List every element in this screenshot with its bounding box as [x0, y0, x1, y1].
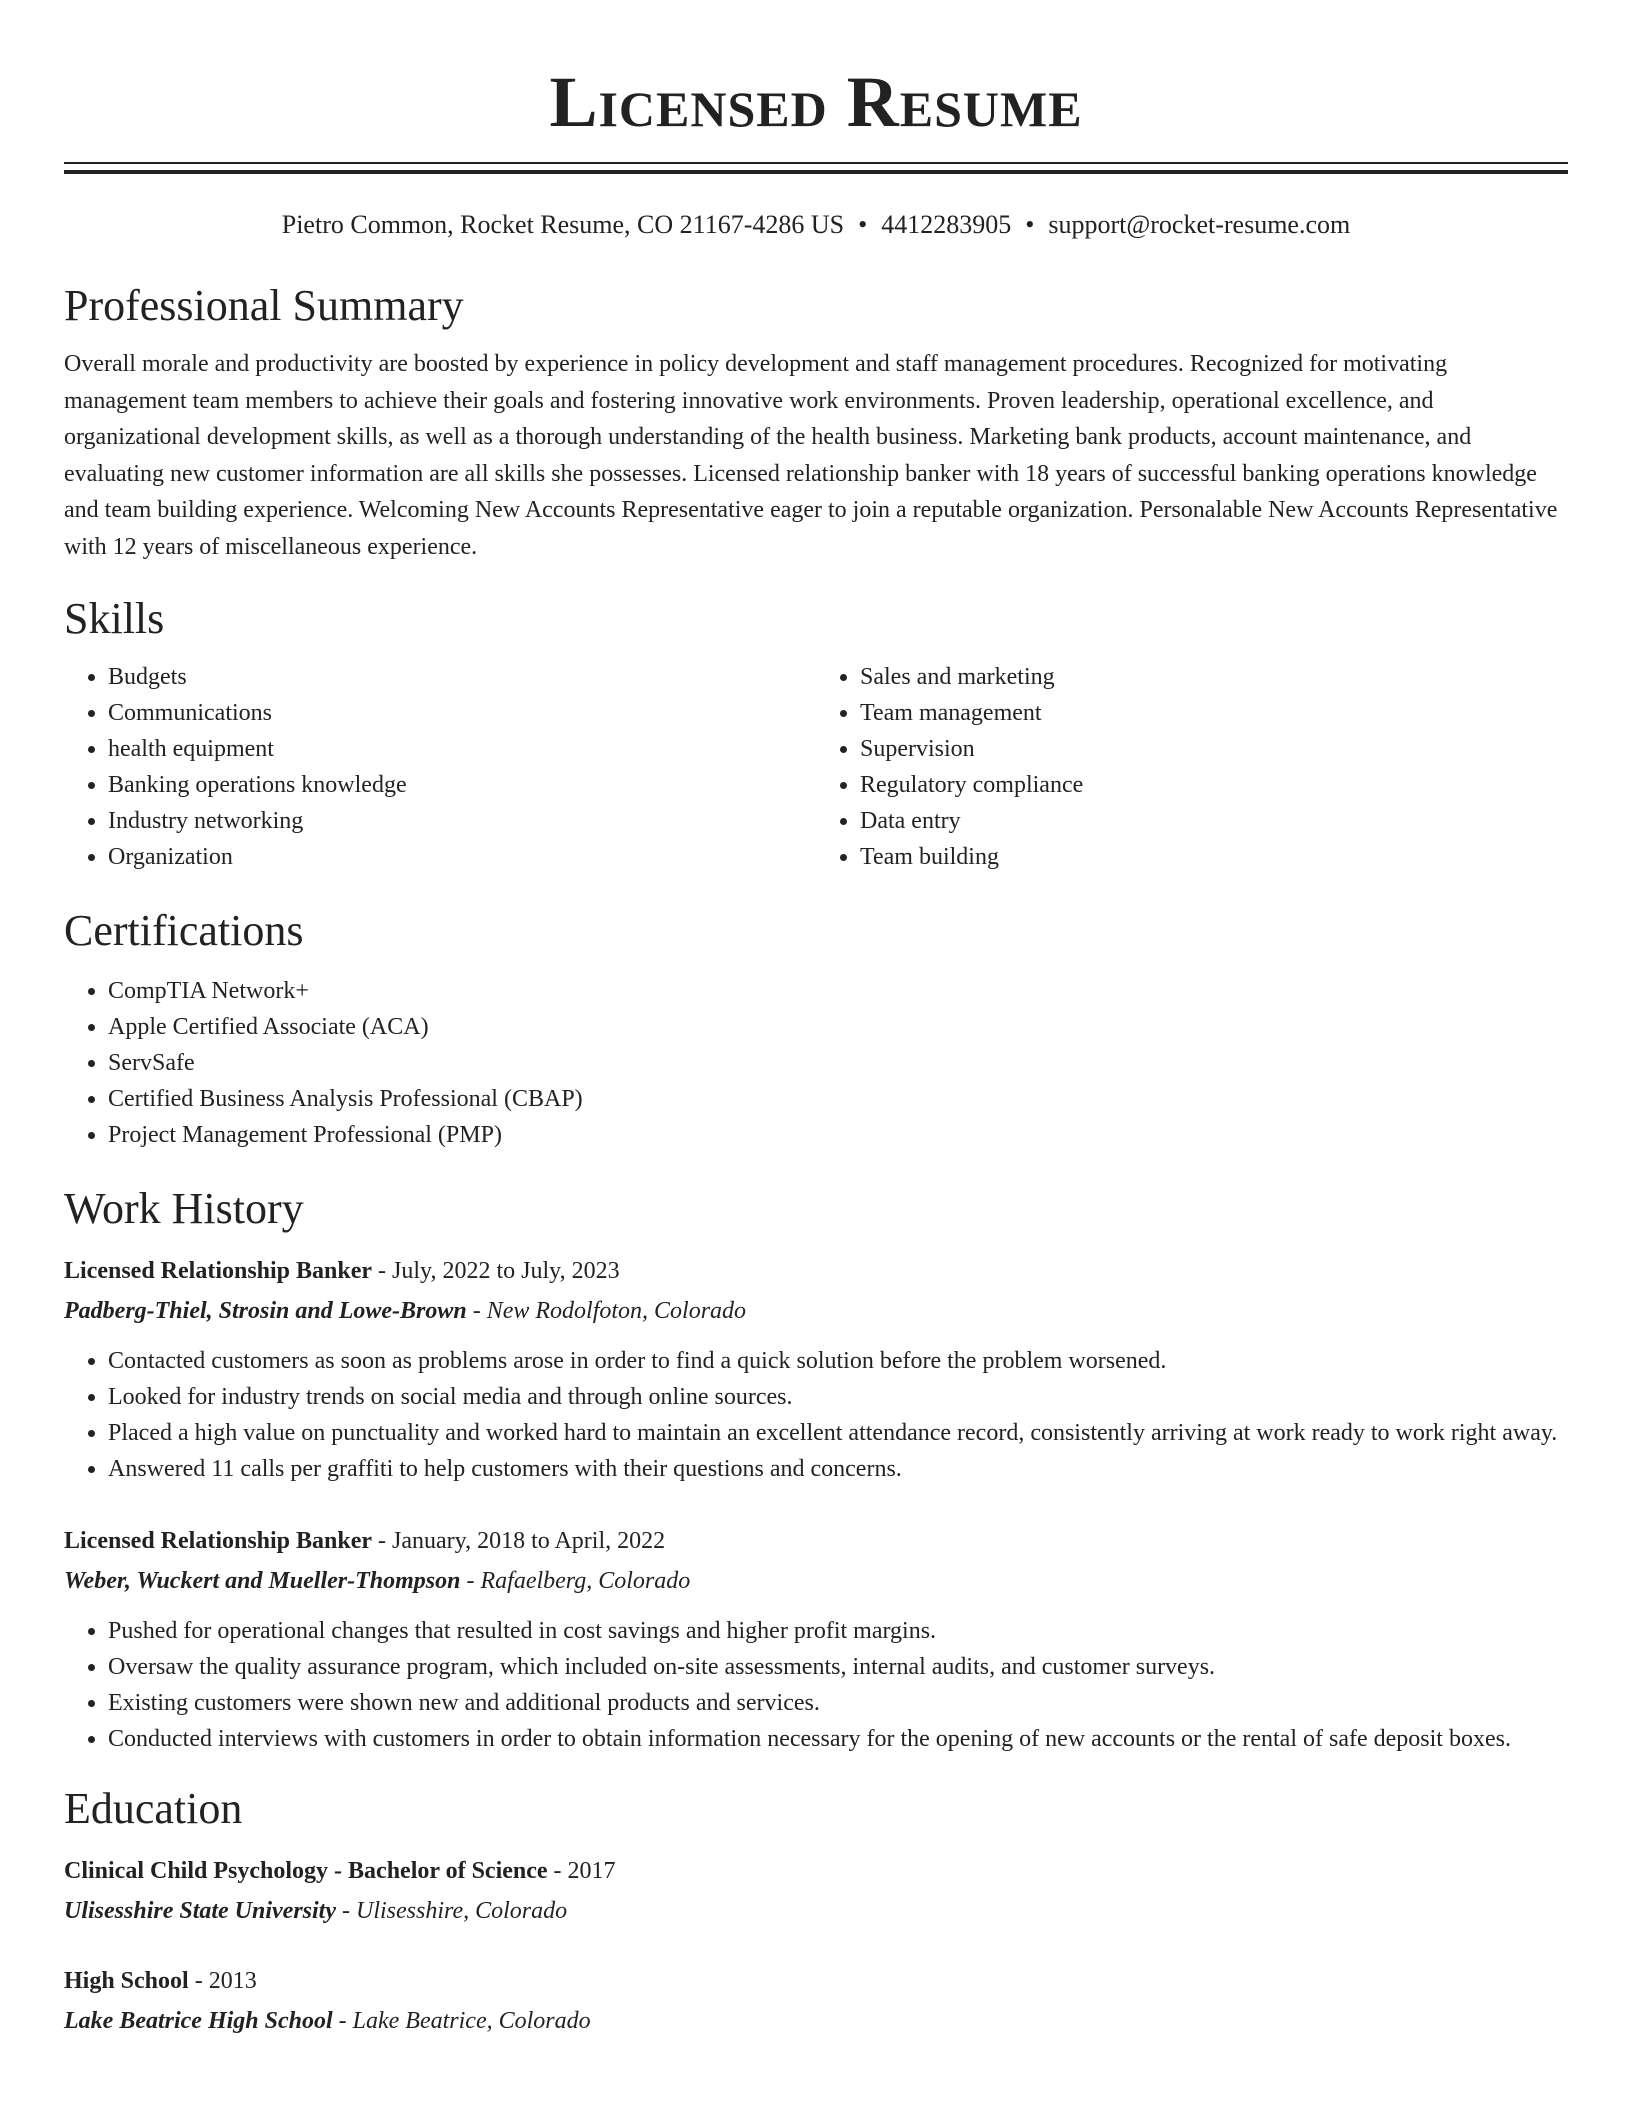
- job-employer-line: [64, 1561, 1568, 1601]
- job-bullet: • Existing customers were shown new and additional products and services.: [108, 1685, 1568, 1721]
- section-heading-skills: Skills: [64, 594, 165, 643]
- skill-item: • Communications: [108, 695, 816, 731]
- job-dates: - July, 2022 to July, 2023: [372, 1258, 620, 1284]
- job-dates: - January, 2018 to April, 2022: [372, 1528, 666, 1554]
- education-entry: [64, 1961, 1568, 2041]
- job-bullet: • Placed a high value on punctuality and worked hard to maintain an excellent attendance record, consistently arriving at work ready to work right away.: [108, 1415, 1568, 1451]
- job-bullet: • Contacted customers as soon as problems arose in order to find a quick solution before the problem worsened.: [108, 1343, 1568, 1379]
- school-line: [64, 1891, 1568, 1931]
- skills-list-left: [64, 659, 816, 875]
- job-company: Padberg-Thiel, Strosin and Lowe-Brown: [64, 1298, 467, 1324]
- certification-item: • CompTIA Network+: [108, 973, 1568, 1009]
- resume-title: Licensed Resume: [549, 62, 1083, 142]
- degree-name: Clinical Child Psychology - Bachelor of Science: [64, 1858, 548, 1884]
- skill-item: • Data entry: [860, 803, 1568, 839]
- section-heading-education: Education: [64, 1784, 243, 1833]
- graduation-year: - 2017: [547, 1858, 616, 1884]
- certification-item: • Apple Certified Associate (ACA): [108, 1009, 1568, 1045]
- school-location: - Ulisesshire, Colorado: [336, 1898, 568, 1924]
- skill-item: • Supervision: [860, 731, 1568, 767]
- contact-line: [64, 208, 1568, 242]
- section-heading-certifications: Certifications: [64, 906, 304, 955]
- work-entry: [64, 1521, 1568, 1757]
- degree-line: [64, 1961, 1568, 2001]
- contact-separator: •: [1025, 210, 1035, 239]
- skills-columns: [64, 659, 1568, 875]
- job-bullets: [64, 1613, 1568, 1757]
- work-entry: [64, 1251, 1568, 1487]
- graduation-year: - 2013: [188, 1968, 257, 1994]
- skill-item: • Team management: [860, 695, 1568, 731]
- job-title: Licensed Relationship Banker: [64, 1528, 373, 1554]
- header-divider-thick: [64, 170, 1568, 174]
- skill-item: • Banking operations knowledge: [108, 767, 816, 803]
- certification-item: • Certified Business Analysis Professional (CBAP): [108, 1081, 1568, 1117]
- work-history-section: [64, 1181, 1568, 1757]
- job-bullet: • Answered 11 calls per graffiti to help customers with their questions and concerns.: [108, 1451, 1568, 1487]
- job-bullet: • Looked for industry trends on social media and through online sources.: [108, 1379, 1568, 1415]
- job-company: Weber, Wuckert and Mueller-Thompson: [64, 1568, 461, 1594]
- professional-summary-section: [64, 278, 1568, 565]
- contact-separator: •: [858, 210, 868, 239]
- summary-text: Overall morale and productivity are boosted by experience in policy development and staff management procedures. Recognized for motivating management team members to achieve their goals and fostering innovative work environments. Proven leadership, operational excellence, and organizational development skills, as well as a thorough understanding of the health business. Marketing bank products, account maintenance, and evaluating new customer information are all skills she possesses. Licensed relationship banker with 18 years of successful banking operations knowledge and team building experience. Welcoming New Accounts Representative eager to join a reputable organization. Personalable New Accounts Representative with 12 years of miscellaneous experience.: [64, 351, 1558, 560]
- skill-item: • Team building: [860, 839, 1568, 875]
- school-location: - Lake Beatrice, Colorado: [332, 2008, 591, 2034]
- skill-item: • Budgets: [108, 659, 816, 695]
- certifications-section: [64, 903, 1568, 1153]
- skills-list-right: [816, 659, 1568, 875]
- job-title-line: [64, 1521, 1568, 1561]
- skill-item: • health equipment: [108, 731, 816, 767]
- school-name: Lake Beatrice High School: [64, 2008, 333, 2034]
- contact-address: Pietro Common, Rocket Resume, CO 21167-4286 US: [281, 210, 845, 239]
- section-heading-work-history: Work History: [64, 1184, 304, 1233]
- skill-item: • Industry networking: [108, 803, 816, 839]
- section-heading-summary: Professional Summary: [64, 281, 464, 330]
- skill-item: • Sales and marketing: [860, 659, 1568, 695]
- certifications-list: [64, 973, 1568, 1153]
- certification-item: • ServSafe: [108, 1045, 1568, 1081]
- contact-email: support@rocket-resume.com: [1048, 210, 1351, 239]
- job-bullet: • Oversaw the quality assurance program, which included on-site assessments, internal audits, and customer surveys.: [108, 1649, 1568, 1685]
- school-name: Ulisesshire State University: [64, 1898, 337, 1924]
- education-entry: [64, 1851, 1568, 1931]
- job-employer-line: [64, 1291, 1568, 1331]
- job-location: - Rafaelberg, Colorado: [460, 1568, 691, 1594]
- job-title-line: [64, 1251, 1568, 1291]
- degree-name: High School: [64, 1968, 189, 1994]
- header-divider-thin: [64, 162, 1568, 164]
- job-bullets: [64, 1343, 1568, 1487]
- skills-section: [64, 591, 1568, 875]
- job-bullet: • Conducted interviews with customers in order to obtain information necessary for the opening of new accounts or the rental of safe deposit boxes.: [108, 1721, 1568, 1757]
- school-line: [64, 2001, 1568, 2041]
- certification-item: • Project Management Professional (PMP): [108, 1117, 1568, 1153]
- job-bullet: • Pushed for operational changes that resulted in cost savings and higher profit margins.: [108, 1613, 1568, 1649]
- skill-item: • Regulatory compliance: [860, 767, 1568, 803]
- contact-phone: 4412283905: [881, 210, 1012, 239]
- education-section: [64, 1781, 1568, 2041]
- job-title: Licensed Relationship Banker: [64, 1258, 373, 1284]
- degree-line: [64, 1851, 1568, 1891]
- skill-item: • Organization: [108, 839, 816, 875]
- job-location: - New Rodolfoton, Colorado: [466, 1298, 747, 1324]
